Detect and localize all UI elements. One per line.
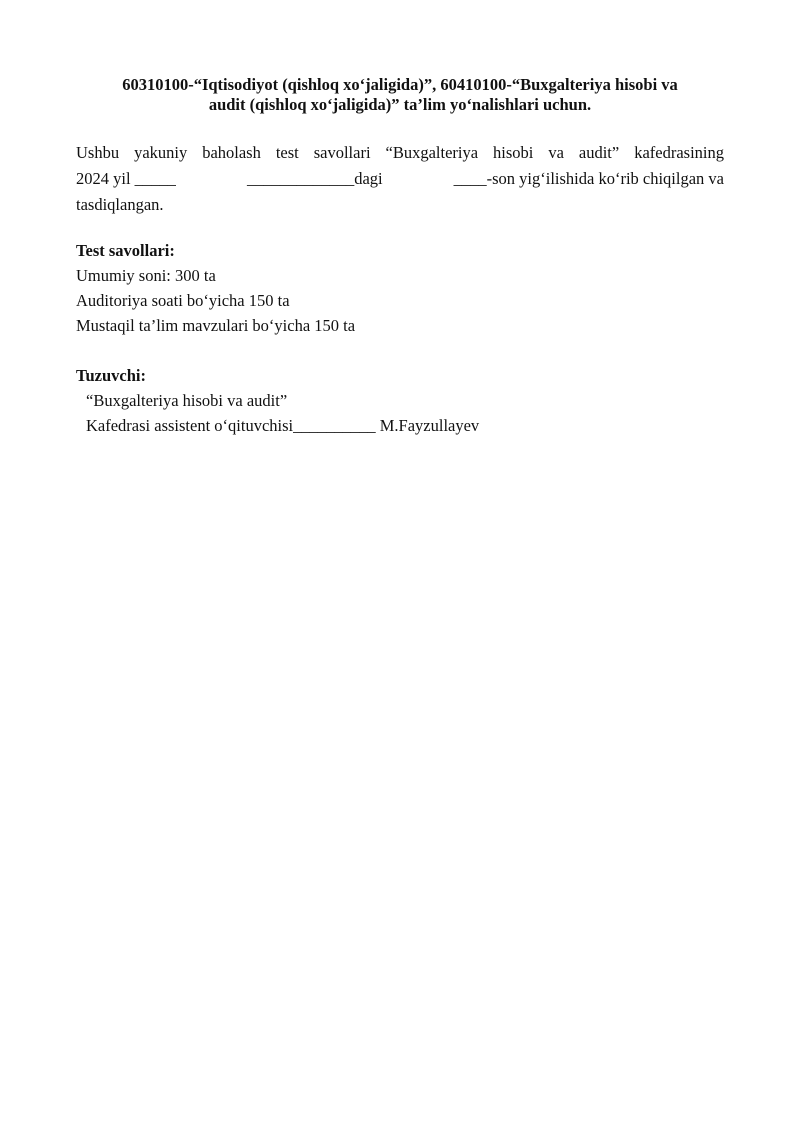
title-line-1: 60310100-“Iqtisodiyot (qishloq xo‘jaligida)”, 60410100-“Buxgalteriya hisobi va bbox=[122, 75, 678, 94]
author-signature-line: Kafedrasi assistent o‘qituvchisi__________ M.Fayzullayev bbox=[86, 416, 480, 435]
author-department: “Buxgalteriya hisobi va audit” bbox=[86, 391, 288, 410]
author-section bbox=[76, 363, 724, 438]
author-heading: Tuzuvchi: bbox=[76, 366, 146, 385]
approval-year-blank: 2024 yil _____ bbox=[76, 169, 176, 188]
approval-paragraph bbox=[76, 140, 724, 218]
auditorium-count: Auditoriya soati bo‘yicha 150 ta bbox=[76, 291, 290, 310]
approval-meeting-text: ____-son yig‘ilishida ko‘rib chiqilgan va bbox=[453, 169, 724, 188]
title-line-2: audit (qishloq xo‘jaligida)” ta’lim yo‘nalishlari uchun. bbox=[208, 95, 592, 114]
approval-line-2 bbox=[76, 166, 724, 192]
approval-line-3: tasdiqlangan. bbox=[76, 195, 164, 214]
test-questions-heading: Test savollari: bbox=[76, 241, 175, 260]
document-title bbox=[76, 75, 724, 115]
approval-line-1: Ushbu yakuniy baholash test savollari “Buxgalteriya hisobi va audit” kafedrasining bbox=[76, 143, 724, 162]
test-questions-section bbox=[76, 238, 724, 338]
approval-date-blank: _____________dagi bbox=[246, 169, 383, 188]
independent-count: Mustaqil ta’lim mavzulari bo‘yicha 150 ta bbox=[76, 316, 356, 335]
total-count: Umumiy soni: 300 ta bbox=[76, 266, 216, 285]
